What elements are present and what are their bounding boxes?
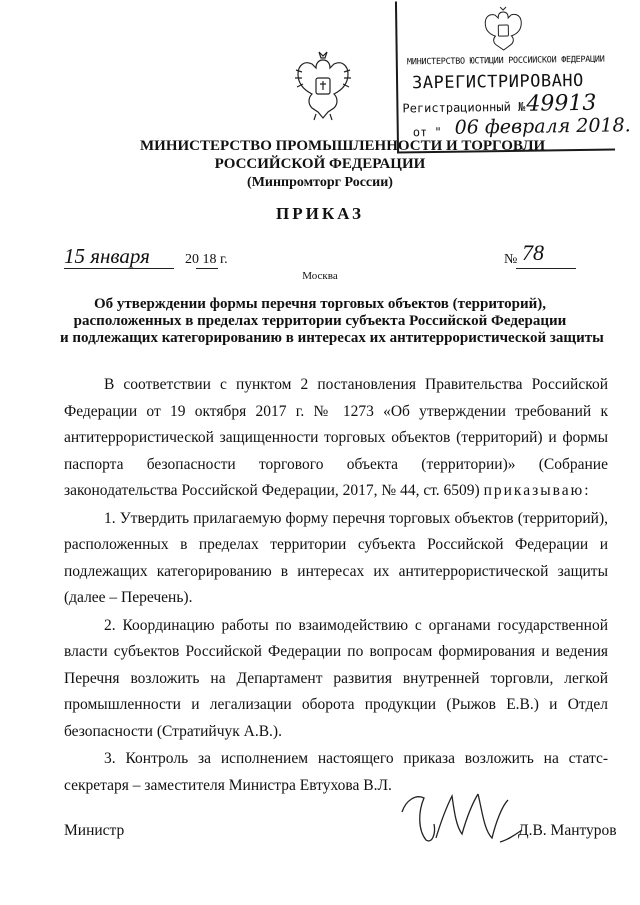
stamp-date-value: 06 февраля 2018. [454,114,631,139]
document-body [64,372,608,800]
stamp-regno-label: Регистрационный № [402,99,526,116]
ministry-short-name: (Минпромторг России) [247,175,393,190]
preamble-text: В соответствии с пунктом 2 постановления Правительства Российской Федерации от 19 октября 2017 г. № 1273 «Об утверждении требований к антитеррористической защищенности торговых объектов (территорий) и формы паспорта безопасности торгового объекта (территории)» (Собрание законодательства Российской Федерации, 2017, № 44, ст. 6509) [64,376,608,499]
ministry-name-line1: МИНИСТЕРСТВО ПРОМЫШЛЕННОСТИ И ТОРГОВЛИ [140,138,546,154]
title-line1: Об утверждении формы перечня торговых объектов (территорий), [93,296,547,312]
signer-name: Д.В. Мантуров [518,822,617,839]
handwritten-signature [392,782,542,852]
clause-2-paragraph: 2. Координацию работы по взаимодействию с органами государственной власти субъектов Российской Федерации по вопросам формирования и ведения Перечня возложить на Департамент развития внутренней торговли, легкой промышленности и легализации оборота продукции (Рыжов Е.В.) и Отдел безопасности (Стратийчук А.В.). [64,616,608,740]
document-number-label: № [504,252,518,267]
stamp-date-prefix: от " [412,124,442,140]
stamp-registered-label: ЗАРЕГИСТРИРОВАНО [411,70,584,94]
clause-3-paragraph: 3. Контроль за исполнением настоящего приказа возложить на статс-секретаря – заместителя Министра Евтухова В.Л. [64,750,608,794]
signer-title: Министр [64,822,125,839]
document-year: 20 18 г. [185,252,228,267]
clause-1-paragraph: 1. Утвердить прилагаемую форму перечня торговых объектов (территорий), расположенных в пределах территории субъекта Российской Федерации и подлежащих категорированию в интересах их антитеррористической защиты (далее – Перечень). [64,509,608,606]
stamp-regno-value: 49913 [526,90,597,117]
document-date: 15 января [64,244,150,268]
coat-of-arms-emblem-icon [292,50,354,122]
document-number: 78 [522,240,544,265]
registration-stamp [395,0,631,154]
stamp-emblem-icon [481,6,526,53]
document-title [60,296,604,347]
document-type: ПРИКАЗ [276,204,364,223]
title-line3: и подлежащих категорированию в интересах их антитеррористической защиты [60,330,604,346]
ministry-name-line2: РОССИЙСКОЙ ФЕДЕРАЦИИ [214,156,426,172]
date-underline [64,268,174,269]
year-underline [196,268,218,269]
orders-word: приказываю: [483,482,591,499]
number-underline [516,268,576,269]
document-city: Москва [302,270,338,282]
stamp-ministry-name: МИНИСТЕРСТВО ЮСТИЦИИ РОССИЙСКОЙ ФЕДЕРАЦИИ [406,54,605,68]
preamble-paragraph [64,372,608,505]
title-line2: расположенных в пределах территории субъекта Российской Федерации [73,313,567,329]
